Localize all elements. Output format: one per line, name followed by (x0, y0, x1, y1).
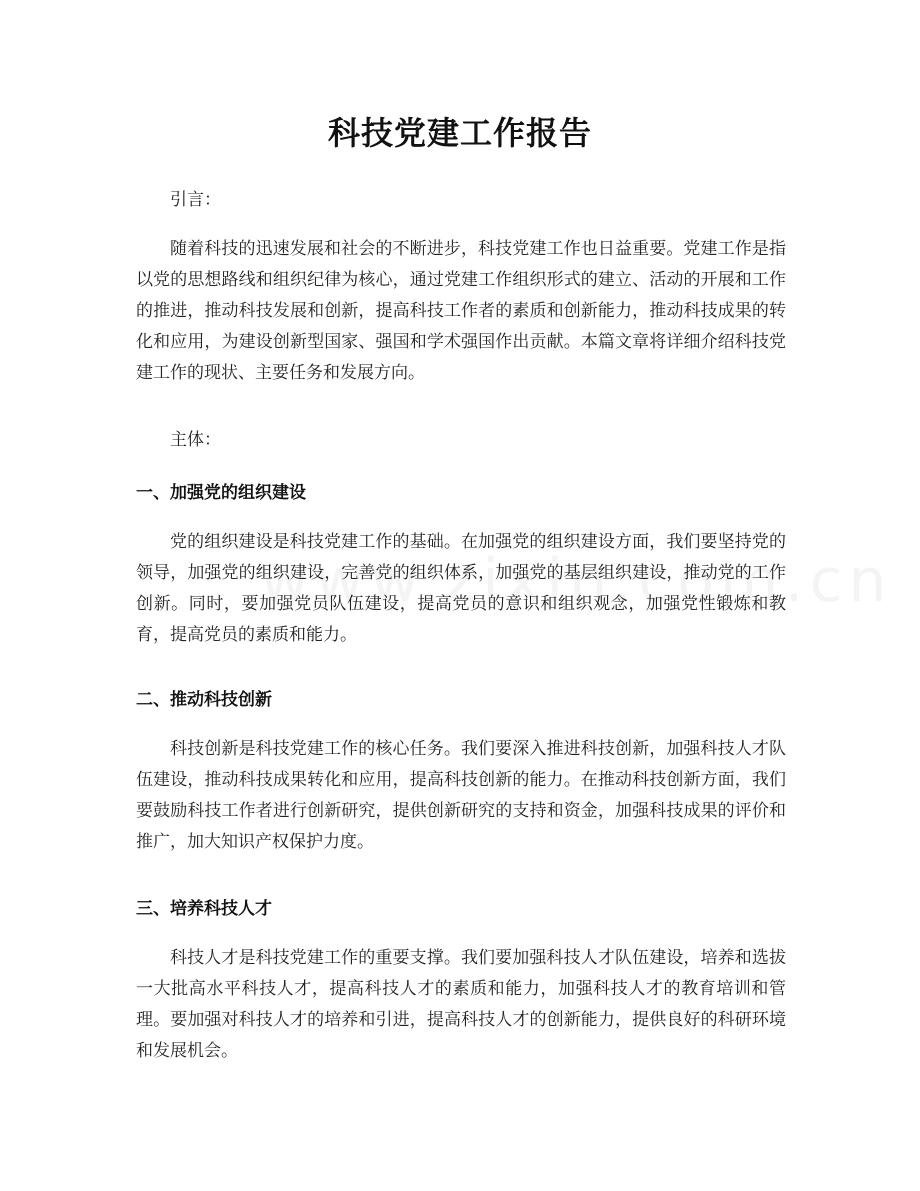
document-title: 科技党建工作报告 (327, 114, 592, 152)
section-paragraph-1: 党的组织建设是科技党建工作的基础。在加强党的组织建设方面，我们要坚持党的领导，加强党的组织建设，完善党的组织体系，加强党的基层组织建设，推动党的工作创新。同时，要加强党员队伍建设，提高党员的意识和组织观念，加强党性锻炼和教育，提高党员的素质和能力。 (136, 532, 786, 645)
section-paragraph-2: 科技创新是科技党建工作的核心任务。我们要深入推进科技创新，加强科技人才队伍建设，推动科技成果转化和应用，提高科技创新的能力。在推动科技创新方面，我们要鼓励科技工作者进行创新研究，提供创新研究的支持和资金，加强科技成果的评价和推广，加大知识产权保护力度。 (136, 739, 786, 852)
section-heading-2: 二、推动科技创新 (136, 690, 272, 710)
section-heading-1: 一、加强党的组织建设 (136, 483, 306, 503)
body-label: 主体： (170, 430, 221, 450)
intro-label: 引言： (170, 190, 221, 210)
intro-paragraph: 随着科技的迅速发展和社会的不断进步，科技党建工作也日益重要。党建工作是指以党的思想路线和组织纪律为核心，通过党建工作组织形式的建立、活动的开展和工作的推进，推动科技发展和创新，提高科技工作者的素质和创新能力，推动科技成果的转化和应用，为建设创新型国家、强国和学术强国作出贡献。本篇文章将详细介绍科技党建工作的现状、主要任务和发展方向。 (136, 239, 786, 383)
section-heading-3: 三、培养科技人才 (136, 899, 272, 919)
section-paragraph-3: 科技人才是科技党建工作的重要支撑。我们要加强科技人才队伍建设，培养和选拔一大批高水平科技人才，提高科技人才的素质和能力，加强科技人才的教育培训和管理。要加强对科技人才的培养和引进，提高科技人才的创新能力，提供良好的科研环境和发展机会。 (136, 948, 786, 1061)
